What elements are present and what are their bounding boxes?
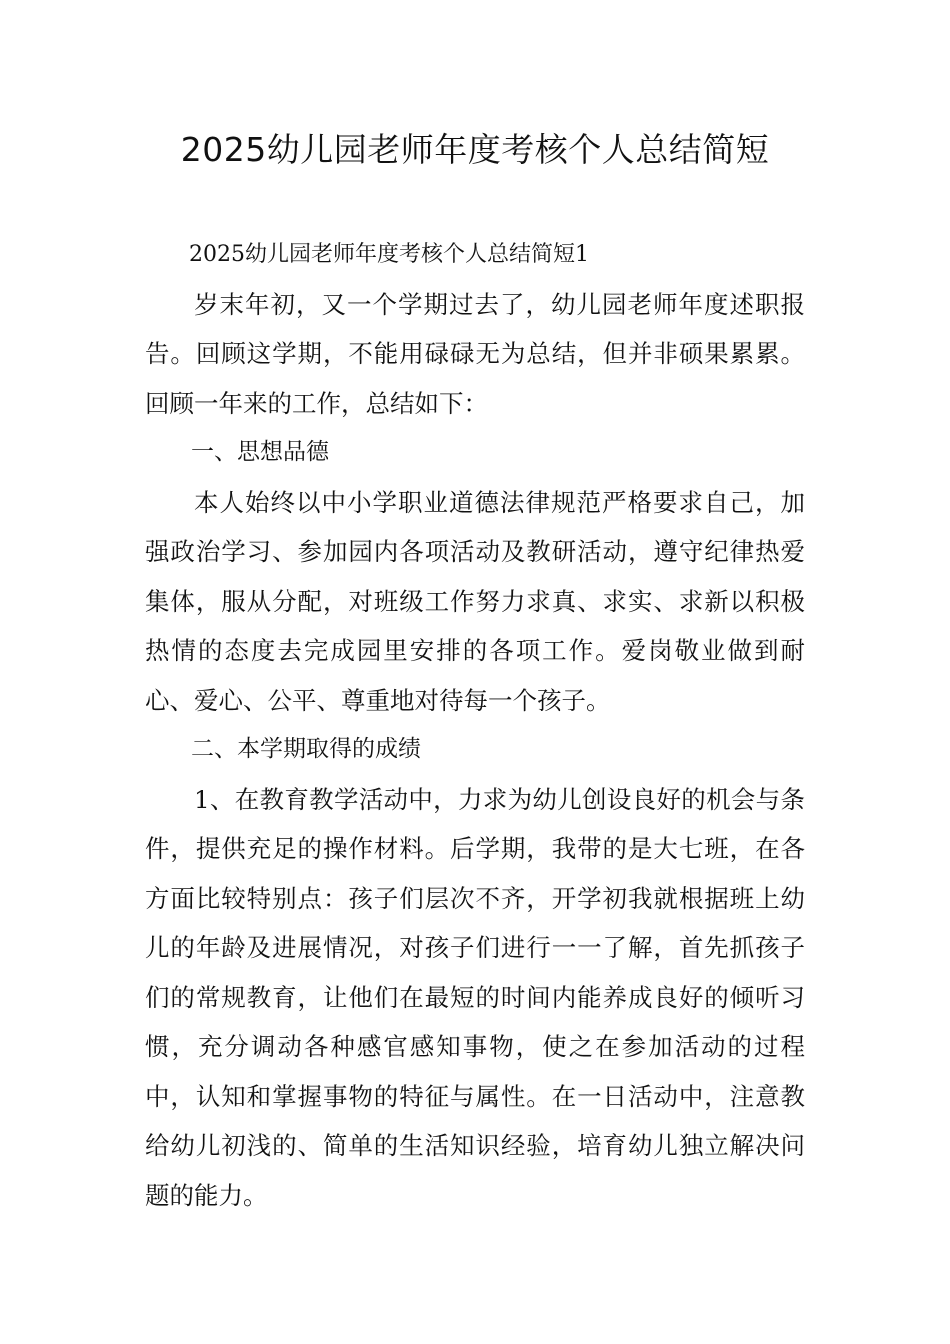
document-title: 2025幼儿园老师年度考核个人总结简短 xyxy=(180,130,770,169)
morality-paragraph: 本人始终以中小学职业道德法律规范严格要求自己，加强政治学习、参加园内各项活动及教研活动，遵守纪律热爱集体，服从分配，对班级工作努力求真、求实、求新以积极热情的态度去完成园里安排的各项工作。爱岗敬业做到耐心、爱心、公平、尊重地对待每一个孩子。 xyxy=(145,487,805,715)
section-subheading-morality: 一、思想品德 xyxy=(191,439,329,465)
document-body xyxy=(145,230,805,1220)
intro-paragraph: 岁末年初，又一个学期过去了，幼儿园老师年度述职报告。回顾这学期，不能用碌碌无为总结，但并非硕果累累。回顾一年来的工作，总结如下： xyxy=(145,289,805,418)
section-subheading-achievements: 二、本学期取得的成绩 xyxy=(191,736,421,762)
achievements-paragraph: 1、在教育教学活动中，力求为幼儿创设良好的机会与条件，提供充足的操作材料。后学期，我带的是大七班，在各方面比较特别点：孩子们层次不齐，开学初我就根据班上幼儿的年龄及进展情况，对孩子们进行一一了解，首先抓孩子们的常规教育，让他们在最短的时间内能养成良好的倾听习惯，充分调动各种感官感知事物，使之在参加活动的过程中，认知和掌握事物的特征与属性。在一日活动中，注意教给幼儿初浅的、简单的生活知识经验，培育幼儿独立解决问题的能力。 xyxy=(145,784,805,1210)
section-heading: 2025幼儿园老师年度考核个人总结简短1 xyxy=(189,242,589,267)
